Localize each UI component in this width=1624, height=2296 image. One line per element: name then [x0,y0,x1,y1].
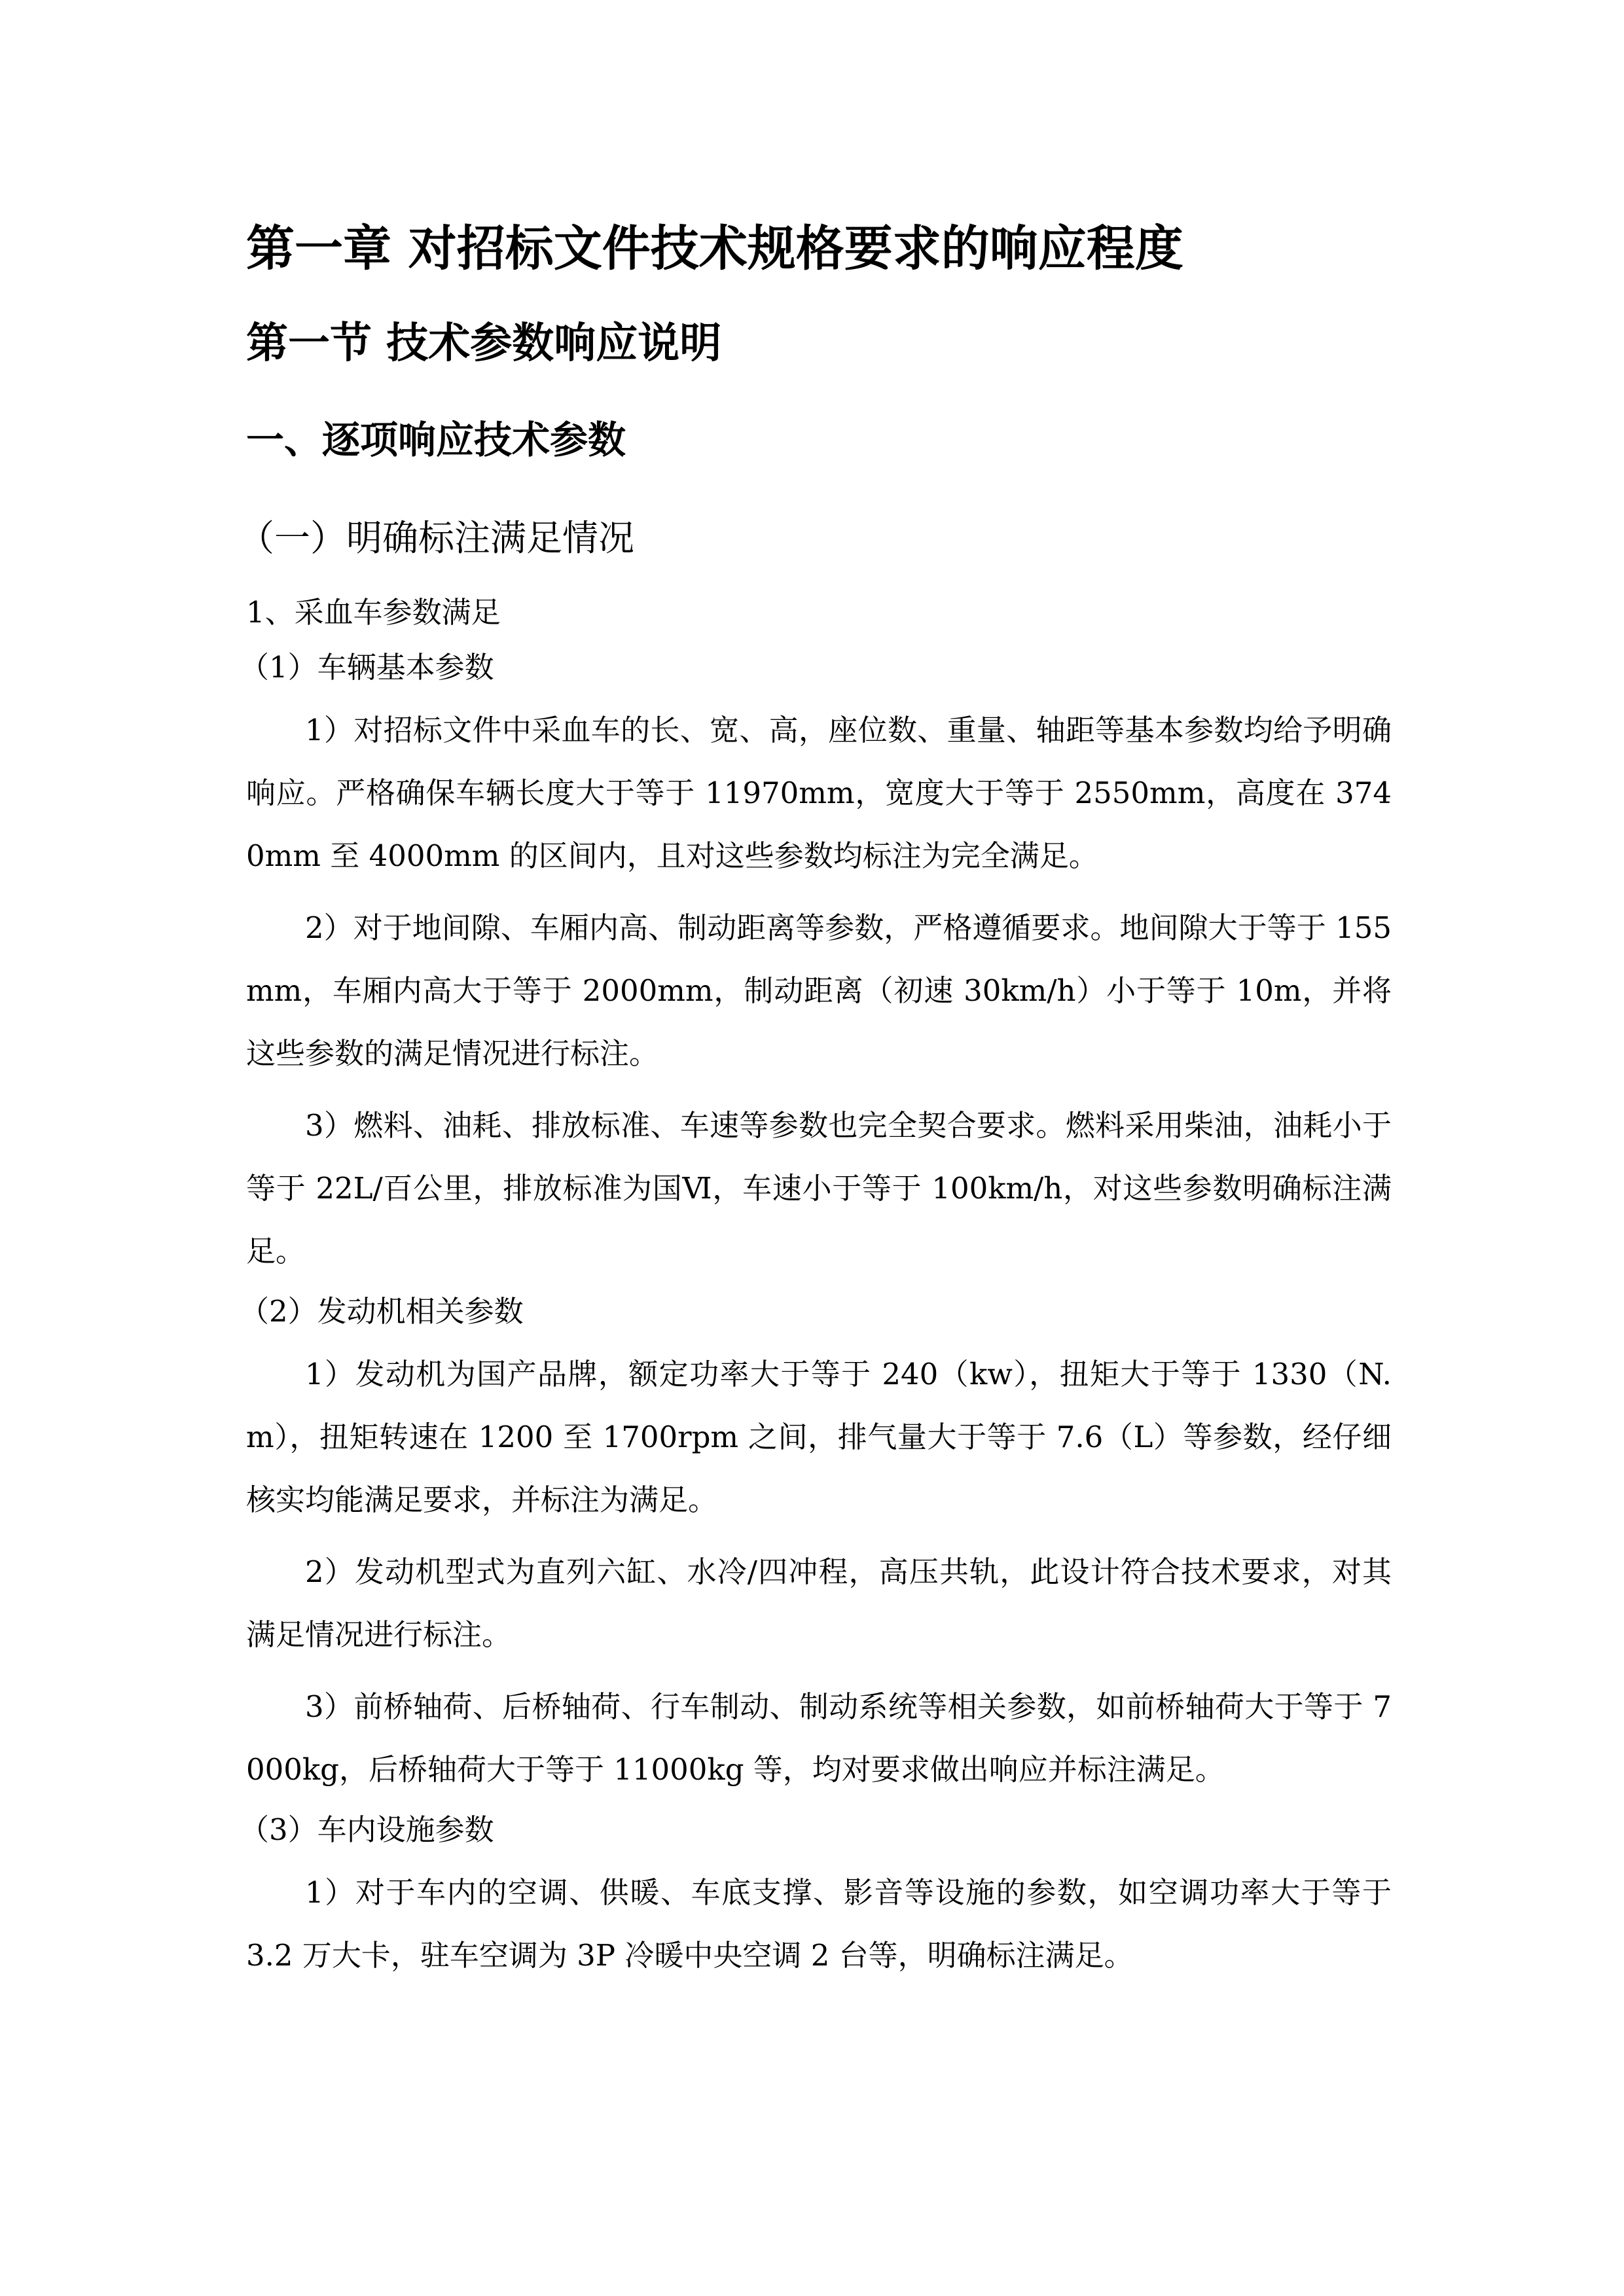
chapter-title: 第一章 对招标文件技术规格要求的响应程度 [246,221,1183,277]
paragraph: 3）前桥轴荷、后桥轴荷、行车制动、制动系统等相关参数，如前桥轴荷大于等于 7000kg，后桥轴荷大于等于 11000kg 等，均对要求做出响应并标注满足。 [246,1689,1392,1787]
paragraph: 1）对于车内的空调、供暖、车底支撑、影音等设施的参数，如空调功率大于等于 3.2 万大卡，驻车空调为 3P 冷暖中央空调 2 台等，明确标注满足。 [246,1875,1392,1973]
subsection-title: （一）明确标注满足情况 [238,517,635,559]
paragraph: 1）发动机为国产品牌，额定功率大于等于 240（kw），扭矩大于等于 1330（N.m），扭矩转速在 1200 至 1700rpm 之间，排气量大于等于 7.6（L）等参数，经仔细核实均能满足要求，并标注为满足。 [246,1357,1392,1517]
group-heading-interior-facilities: （3）车内设施参数 [240,1812,494,1847]
group-heading-vehicle-basic: （1）车辆基本参数 [240,650,494,685]
section-title: 第一节 技术参数响应说明 [246,319,722,368]
paragraph: 1）对招标文件中采血车的长、宽、高，座位数、重量、轴距等基本参数均给予明确响应。严格确保车辆长度大于等于 11970mm，宽度大于等于 2550mm，高度在 3740mm 至 4000mm 的区间内，且对这些参数均标注为完全满足。 [246,713,1392,873]
paragraph: 2）对于地间隙、车厢内高、制动距离等参数，严格遵循要求。地间隙大于等于 155mm，车厢内高大于等于 2000mm，制动距离（初速 30km/h）小于等于 10m，并将这些参数的满足情况进行标注。 [246,910,1392,1071]
paragraph: 2）发动机型式为直列六缸、水冷/四冲程，高压共轨，此设计符合技术要求，对其满足情况进行标注。 [246,1554,1392,1652]
paragraph: 3）燃料、油耗、排放标准、车速等参数也完全契合要求。燃料采用柴油，油耗小于等于 22L/百公里，排放标准为国Ⅵ，车速小于等于 100km/h，对这些参数明确标注满足。 [246,1108,1392,1268]
group-heading-engine: （2）发动机相关参数 [240,1294,524,1329]
part-title: 一、逐项响应技术参数 [246,418,626,462]
document-content [238,209,1392,1987]
item-title: 1、采血车参数满足 [246,595,501,630]
